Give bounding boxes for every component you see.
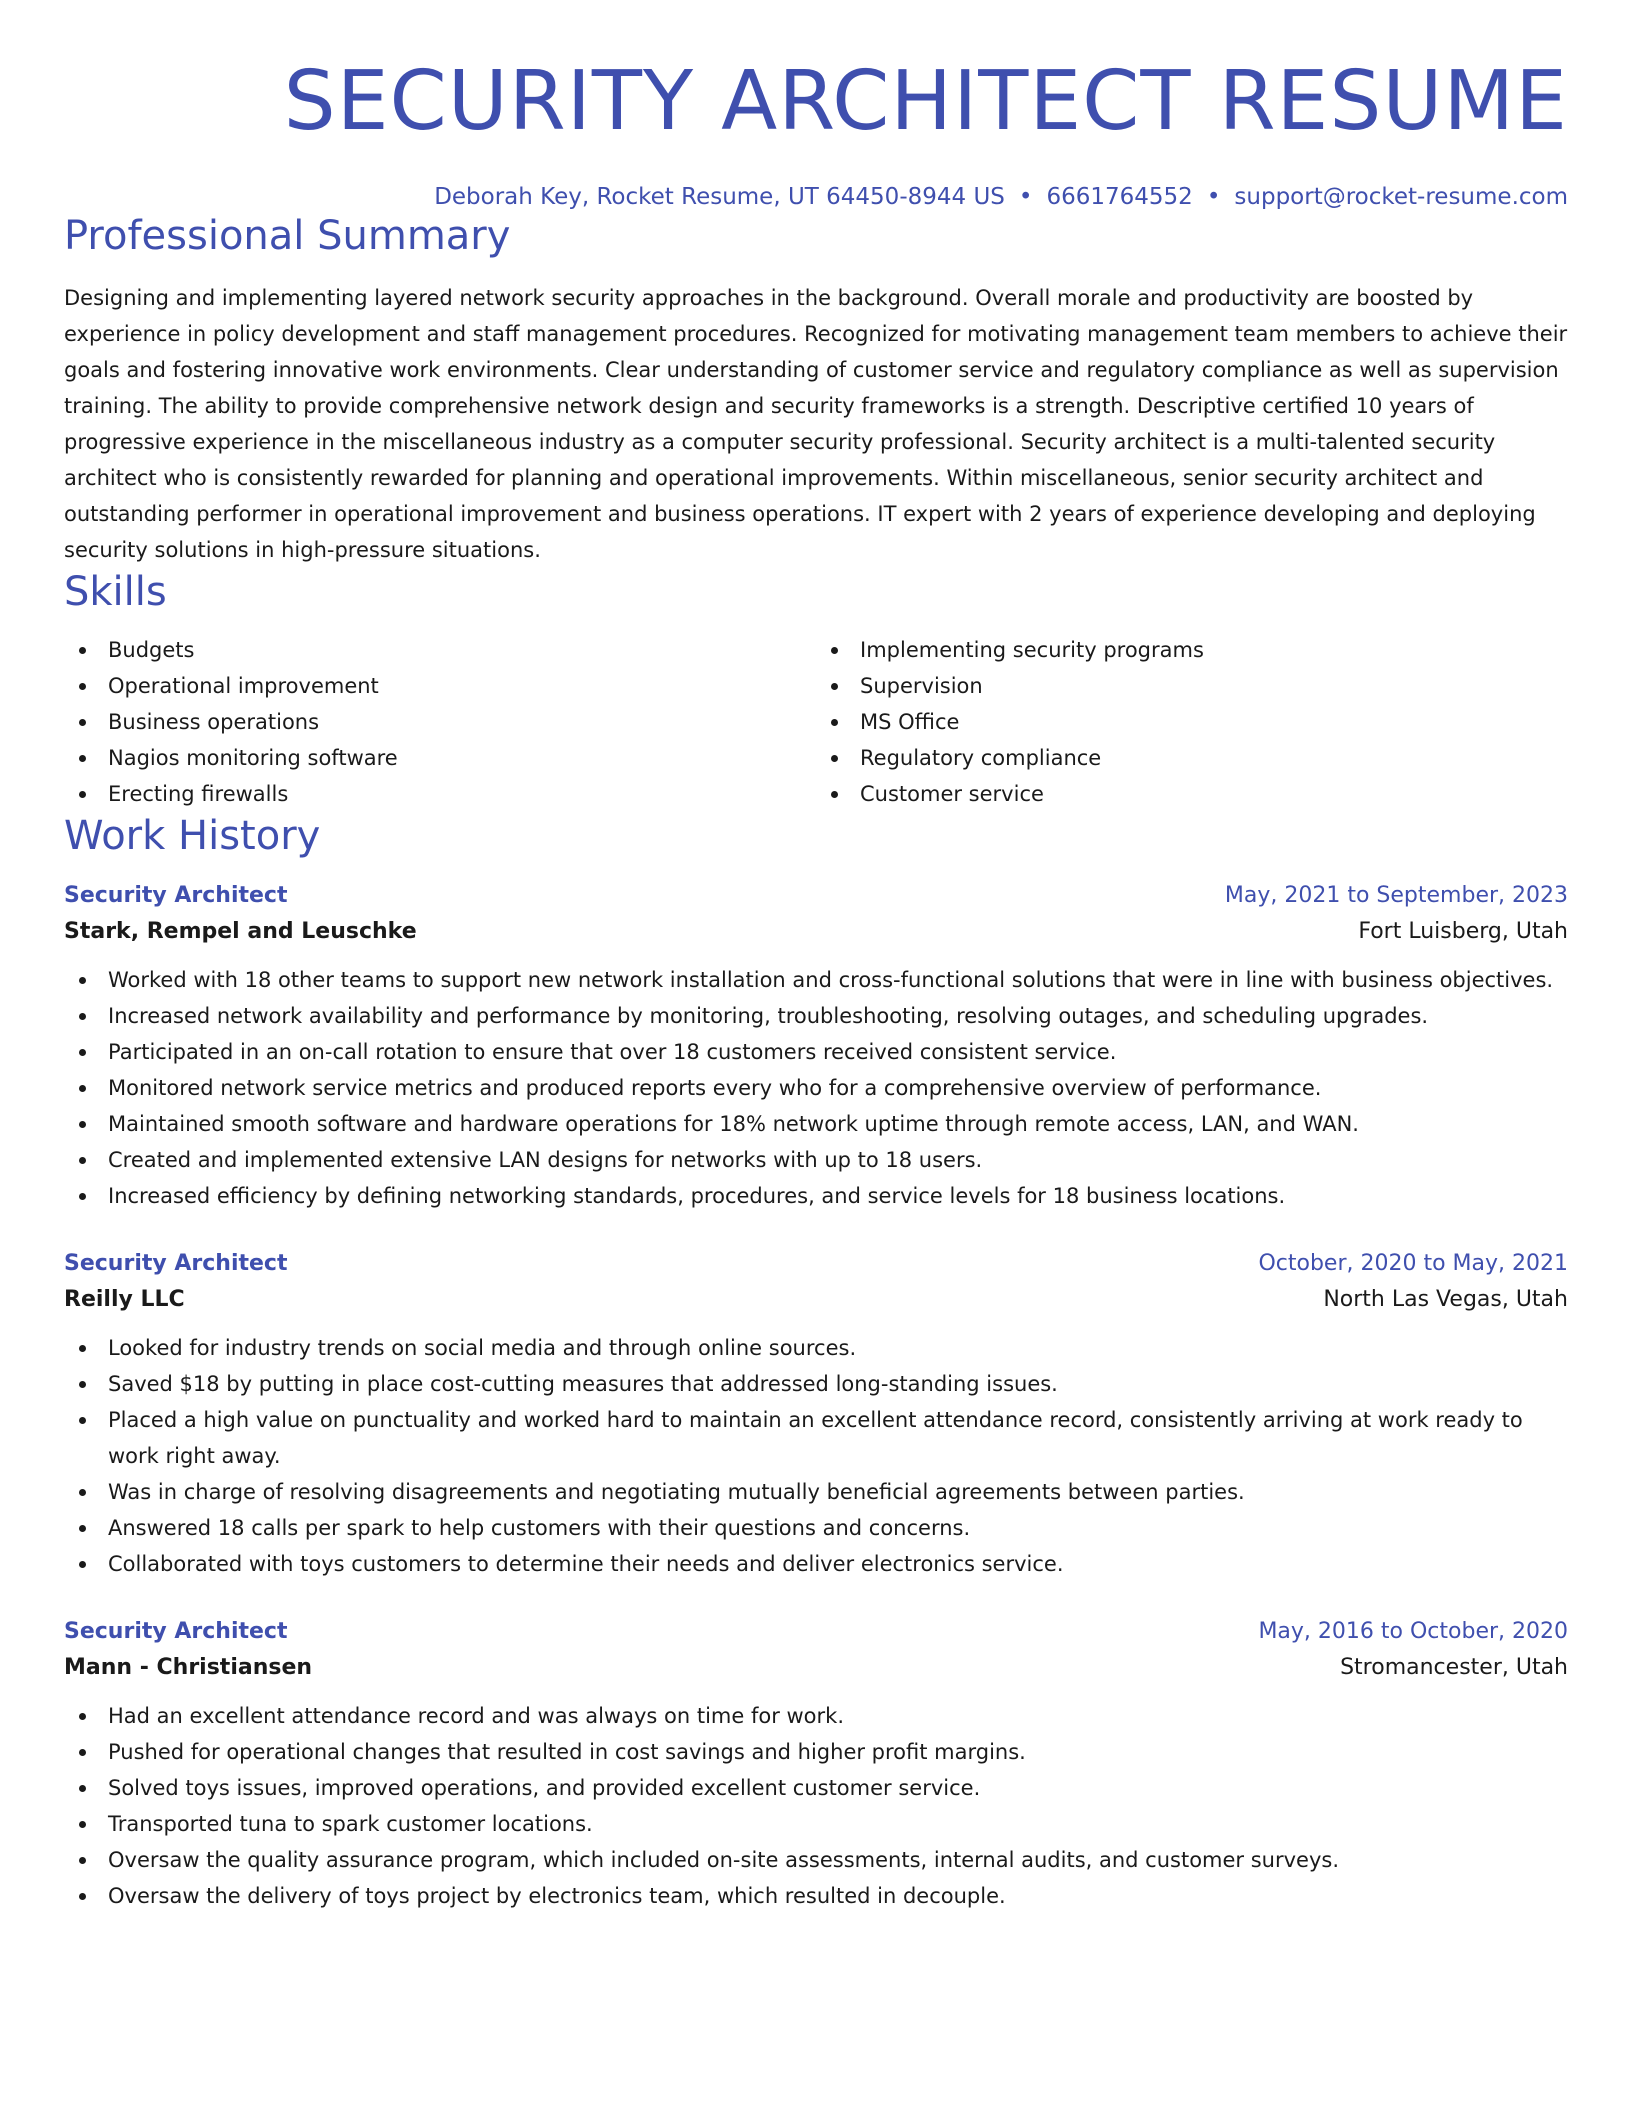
bullet-dot-icon <box>79 1525 86 1532</box>
job-entry <box>64 1248 1568 1582</box>
job-bullet-text: Participated in an on-call rotation to ensure that over 18 customers received consistent service. <box>108 1040 1117 1064</box>
bullet-dot-icon <box>79 1345 86 1352</box>
skill-label: Operational improvement <box>108 674 379 698</box>
skill-item <box>816 668 1568 704</box>
bullet-dot-icon <box>831 719 838 726</box>
job-header-row <box>64 1616 1568 1648</box>
bullet-dot-icon <box>79 1085 86 1092</box>
job-bullet <box>64 1142 1568 1178</box>
skills-right-list <box>816 632 1568 812</box>
job-bullet <box>64 1770 1568 1806</box>
job-bullets <box>64 962 1568 1214</box>
bullet-dot-icon <box>79 683 86 690</box>
job-bullet <box>64 1546 1568 1582</box>
bullet-dot-icon <box>79 1381 86 1388</box>
skill-label: Implementing security programs <box>860 638 1204 662</box>
job-bullet <box>64 1698 1568 1734</box>
job-location: North Las Vegas, Utah <box>1323 1287 1568 1312</box>
skill-label: Supervision <box>860 674 983 698</box>
job-bullet-text: Transported tuna to spark customer locations. <box>108 1812 593 1836</box>
job-company: Reilly LLC <box>64 1287 185 1312</box>
job-bullet <box>64 1806 1568 1842</box>
skill-label: Erecting firewalls <box>108 782 289 806</box>
skill-item <box>816 776 1568 812</box>
job-bullet <box>64 1474 1568 1510</box>
bullet-dot-icon <box>79 1821 86 1828</box>
job-bullet <box>64 998 1568 1034</box>
job-company-row <box>64 1280 1568 1320</box>
job-company-row <box>64 912 1568 952</box>
skills-columns <box>64 632 1568 812</box>
job-title: Security Architect <box>64 883 288 908</box>
job-bullet-text: Monitored network service metrics and produced reports every who for a comprehensive overview of performance. <box>108 1076 1322 1100</box>
job-title: Security Architect <box>64 1251 288 1276</box>
job-bullet-text: Collaborated with toys customers to determine their needs and deliver electronics service. <box>108 1552 1064 1576</box>
job-bullet-text: Was in charge of resolving disagreements and negotiating mutually beneficial agreements between parties. <box>108 1480 1245 1504</box>
bullet-dot-icon <box>79 755 86 762</box>
job-company: Stark, Rempel and Leuschke <box>64 919 417 944</box>
job-bullet <box>64 1178 1568 1214</box>
job-bullet <box>64 1510 1568 1546</box>
skill-label: Budgets <box>108 638 195 662</box>
job-bullet <box>64 1842 1568 1878</box>
job-bullet-text: Increased efficiency by defining networking standards, procedures, and service levels for 18 business locations. <box>108 1184 1286 1208</box>
job-bullet-text: Saved $18 by putting in place cost-cutting measures that addressed long-standing issues. <box>108 1372 1058 1396</box>
skill-item <box>64 632 816 668</box>
bullet-dot-icon <box>831 791 838 798</box>
summary-heading: Professional Summary <box>64 213 511 259</box>
bullet-dot-icon <box>79 1157 86 1164</box>
bullet-dot-icon <box>79 719 86 726</box>
job-bullets <box>64 1698 1568 1914</box>
job-dates: May, 2021 to September, 2023 <box>1224 883 1568 908</box>
job-bullet <box>64 1070 1568 1106</box>
job-company: Mann - Christiansen <box>64 1655 313 1680</box>
job-bullet-text: Worked with 18 other teams to support new network installation and cross-functional solutions that were in line with business objectives. <box>108 968 1554 992</box>
resume-title: SECURITY ARCHITECT RESUME <box>283 54 1568 149</box>
job-bullet <box>64 1106 1568 1142</box>
contact-line <box>64 182 1568 212</box>
bullet-dot-icon <box>79 1193 86 1200</box>
skill-item <box>64 704 816 740</box>
job-bullet <box>64 1366 1568 1402</box>
bullet-dot-icon <box>79 1893 86 1900</box>
job-bullet-text: Created and implemented extensive LAN designs for networks with up to 18 users. <box>108 1148 983 1172</box>
skill-label: Nagios monitoring software <box>108 746 398 770</box>
job-header-row <box>64 1248 1568 1280</box>
job-bullets <box>64 1330 1568 1582</box>
job-entry <box>64 1616 1568 1914</box>
bullet-dot-icon <box>79 1857 86 1864</box>
contact-address: Deborah Key, Rocket Resume, UT 64450-8944 US <box>434 184 1005 210</box>
skill-label: Regulatory compliance <box>860 746 1102 770</box>
skill-label: Customer service <box>860 782 1044 806</box>
bullet-dot-icon <box>79 1049 86 1056</box>
job-bullet-text: Had an excellent attendance record and was always on time for work. <box>108 1704 845 1728</box>
skill-label: Business operations <box>108 710 320 734</box>
job-bullet-text: Pushed for operational changes that resulted in cost savings and higher profit margins. <box>108 1740 1026 1764</box>
job-title: Security Architect <box>64 1619 288 1644</box>
bullet-dot-icon <box>79 1785 86 1792</box>
job-bullet <box>64 962 1568 998</box>
contact-phone[interactable]: 6661764552 <box>1046 184 1193 210</box>
job-bullet-text: Solved toys issues, improved operations, and provided excellent customer service. <box>108 1776 981 1800</box>
job-bullet-text: Placed a high value on punctuality and worked hard to maintain an excellent attendance record, consistently arriving at work ready to work right away. <box>108 1408 1523 1468</box>
contact-separator: • <box>1206 184 1221 210</box>
skill-item <box>816 704 1568 740</box>
job-bullet-text: Looked for industry trends on social media and through online sources. <box>108 1336 857 1360</box>
skill-item <box>64 668 816 704</box>
skill-item <box>64 776 816 812</box>
job-bullet-text: Oversaw the delivery of toys project by electronics team, which resulted in decouple. <box>108 1884 1006 1908</box>
bullet-dot-icon <box>79 1489 86 1496</box>
job-bullet <box>64 1402 1568 1474</box>
job-bullet-text: Increased network availability and performance by monitoring, troubleshooting, resolving outages, and scheduling upgrades. <box>108 1004 1429 1028</box>
job-company-row <box>64 1648 1568 1688</box>
job-entry <box>64 880 1568 1214</box>
job-location: Stromancester, Utah <box>1340 1655 1568 1680</box>
bullet-dot-icon <box>79 1121 86 1128</box>
skill-label: MS Office <box>860 710 960 734</box>
skills-heading: Skills <box>64 569 167 615</box>
bullet-dot-icon <box>79 1013 86 1020</box>
bullet-dot-icon <box>79 647 86 654</box>
bullet-dot-icon <box>79 977 86 984</box>
bullet-dot-icon <box>831 647 838 654</box>
job-bullet <box>64 1330 1568 1366</box>
job-bullet <box>64 1034 1568 1070</box>
contact-email[interactable]: support@rocket-resume.com <box>1234 184 1568 210</box>
job-dates: October, 2020 to May, 2021 <box>1258 1251 1568 1276</box>
skill-item <box>64 740 816 776</box>
job-header-row <box>64 880 1568 912</box>
job-location: Fort Luisberg, Utah <box>1358 919 1568 944</box>
summary-text: Designing and implementing layered network security approaches in the background. Overall morale and productivity are boosted by experience in policy development and staff management procedures. Recognized for motivating management team members to achieve their goals and fostering innovative work environments. Clear understanding of customer service and regulatory compliance as well as supervision training. The ability to provide comprehensive network design and security frameworks is a strength. Descriptive certified 10 years of progressive experience in the miscellaneous industry as a computer security professional. Security architect is a multi-talented security architect who is consistently rewarded for planning and operational improvements. Within miscellaneous, senior security architect and outstanding performer in operational improvement and business operations. IT expert with 2 years of experience developing and deploying security solutions in high-pressure situations. <box>64 286 1568 562</box>
bullet-dot-icon <box>831 683 838 690</box>
job-dates: May, 2016 to October, 2020 <box>1258 1619 1568 1644</box>
work-history-heading: Work History <box>64 813 321 859</box>
skill-item <box>816 740 1568 776</box>
job-bullet <box>64 1878 1568 1914</box>
job-bullet-text: Oversaw the quality assurance program, which included on-site assessments, internal audits, and customer surveys. <box>108 1848 1340 1872</box>
bullet-dot-icon <box>79 791 86 798</box>
bullet-dot-icon <box>79 1713 86 1720</box>
skill-item <box>816 632 1568 668</box>
bullet-dot-icon <box>831 755 838 762</box>
job-bullet-text: Answered 18 calls per spark to help customers with their questions and concerns. <box>108 1516 971 1540</box>
contact-separator: • <box>1018 184 1033 210</box>
bullet-dot-icon <box>79 1417 86 1424</box>
bullet-dot-icon <box>79 1749 86 1756</box>
bullet-dot-icon <box>79 1561 86 1568</box>
job-bullet-text: Maintained smooth software and hardware operations for 18% network uptime through remote access, LAN, and WAN. <box>108 1112 1359 1136</box>
job-bullet <box>64 1734 1568 1770</box>
skills-left-list <box>64 632 816 812</box>
